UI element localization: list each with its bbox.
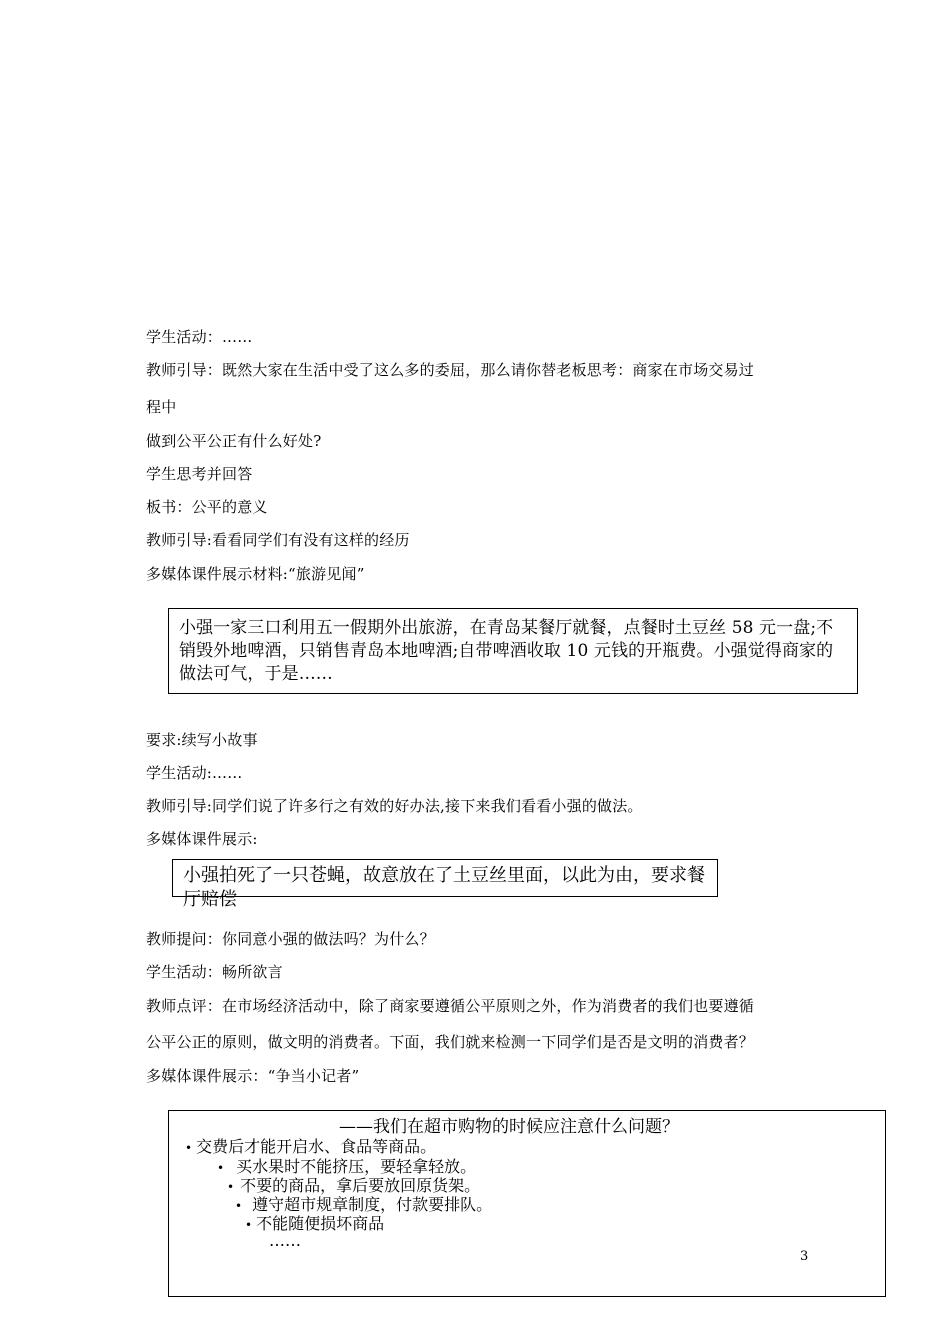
list-item: • 买水果时不能挤压，要轻拿轻放。 (217, 1157, 477, 1176)
action-box-text: 小强拍死了一只苍蝇，故意放在了土豆丝里面，以此为由，要求餐厅赔偿 (183, 865, 705, 910)
story-box (168, 608, 858, 694)
text-line: 学生活动：畅所欲言 (146, 963, 283, 981)
bullet-icon: • (245, 1218, 253, 1232)
story-box-text: 小强一家三口利用五一假期外出旅游，在青岛某餐厅就餐，点餐时土豆丝 58 元一盘;不销毁外地啤酒，只销售青岛本地啤酒;自带啤酒收取 10 元钱的开瓶费。小强觉得商家的做法可气，于是…… (179, 618, 834, 684)
text-line: 程中 (146, 398, 177, 416)
text-line: 板书：公平的意义 (146, 498, 268, 516)
text-line: 做到公平公正有什么好处? (146, 432, 322, 450)
list-item: • 遵守超市规章制度，付款要排队。 (235, 1195, 493, 1214)
list-item: • 交费后才能开启水、食品等商品。 (185, 1137, 437, 1156)
text-line: 学生活动：…… (146, 328, 253, 346)
text-line: 公平公正的原则，做文明的消费者。下面，我们就来检测一下同学们是否是文明的消费者？ (146, 1033, 755, 1051)
text-line: 教师引导:同学们说了许多行之有效的好办法,接下来我们看看小强的做法。 (146, 797, 643, 815)
text-line: 教师引导：既然大家在生活中受了这么多的委屈，那么请你替老板思考：商家在市场交易过 (146, 361, 755, 379)
reporter-box (168, 1110, 886, 1297)
text-line: 教师提问：你同意小强的做法吗？为什么？ (146, 930, 435, 948)
list-item: • 不能随便损坏商品 (245, 1214, 385, 1233)
text-line: 教师引导:看看同学们有没有这样的经历 (146, 531, 410, 549)
text-line: 学生思考并回答 (146, 465, 253, 483)
reporter-box-title: ——我们在超市购物的时候应注意什么问题？ (339, 1117, 679, 1137)
bullet-icon: • (235, 1199, 243, 1213)
page-number: 3 (800, 1249, 809, 1264)
list-item: • 不要的商品，拿后要放回原货架。 (227, 1176, 481, 1195)
bullet-icon: • (227, 1180, 235, 1194)
bullet-icon: • (185, 1141, 193, 1155)
text-line: 教师点评：在市场经济活动中，除了商家要遵循公平原则之外，作为消费者的我们也要遵循 (146, 997, 755, 1015)
text-line: 多媒体课件展示: (146, 830, 258, 848)
list-item: …… (269, 1231, 301, 1250)
bullet-icon: • (217, 1161, 225, 1175)
text-line: 多媒体课件展示材料:“旅游见闻” (146, 565, 365, 583)
action-box (172, 859, 718, 910)
text-line: 多媒体课件展示：“争当小记者” (146, 1067, 360, 1085)
text-line: 要求:续写小故事 (146, 731, 258, 749)
text-line: 学生活动:…… (146, 764, 243, 782)
